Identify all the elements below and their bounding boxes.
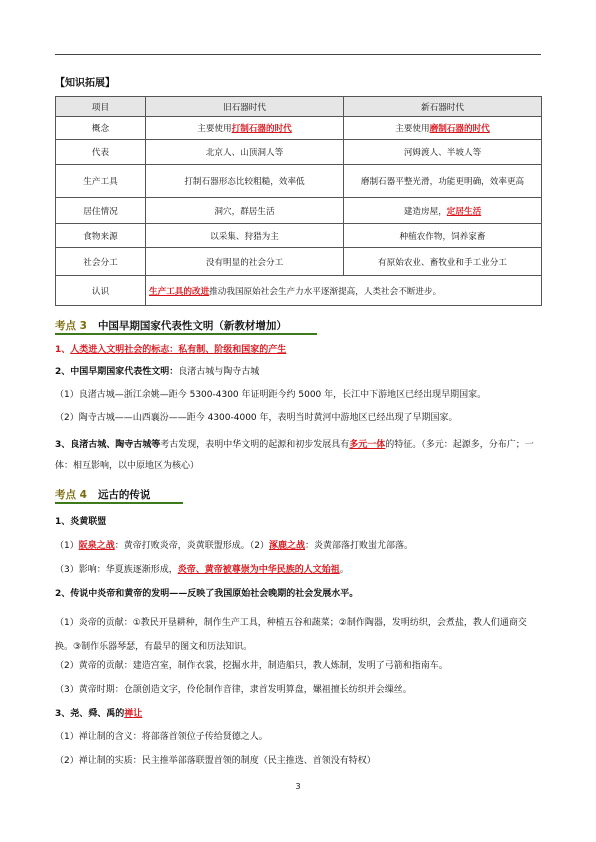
table-row [56, 165, 542, 198]
recognition-cell: 生产工具的改进推动我国原始社会生产力水平逐渐提高，人类社会不断进步。 [146, 276, 542, 306]
table-row [56, 198, 542, 224]
s4-point-3: 3、尧、舜、禹的禅让 [55, 709, 143, 719]
s3-point-2-2: （2）陶寺古城——山西襄汾——距今 4300-4000 年，表明当时黄河中游地区已经出现了早期国家。 [55, 413, 458, 423]
row-label: 认识 [56, 276, 146, 306]
row-label: 食物来源 [56, 224, 146, 248]
table-row [56, 117, 542, 140]
old-cell: 没有明显的社会分工 [146, 248, 344, 276]
s4-point-2-2: （2）黄帝的贡献：建造宫室，制作衣裳，挖掘水井，制造船只，教人炼制，发明了弓箭和指南车。 [55, 661, 448, 671]
table-row [56, 276, 542, 306]
new-cell: 主要使用磨制石器的时代 [344, 117, 542, 140]
s4-point-1: 1、炎黄联盟 [55, 517, 107, 527]
table-header-cell: 项目 [56, 97, 146, 117]
s4-point-3-1: （1）禅让制的含义：将部落首领位子传给贤德之人。 [55, 732, 268, 742]
new-cell: 种植农作物，饲养家畜 [344, 224, 542, 248]
row-label: 居住情况 [56, 198, 146, 224]
table-header-cell: 新石器时代 [344, 97, 542, 117]
new-cell: 磨制石器平整光滑，功能更明确，效率更高 [344, 165, 542, 198]
s4-point-1-1: （1）阪泉之战：黄帝打败炎帝，炎黄联盟形成。（2）涿鹿之战：炎黄部落打败蚩尤部落。 [55, 541, 414, 551]
new-cell: 有原始农业、畜牧业和手工业分工 [344, 248, 542, 276]
row-label: 生产工具 [56, 165, 146, 198]
table-header-row [56, 97, 542, 117]
section-title-3: 考点 3 中国早期国家代表性文明（新教材增加） [55, 318, 287, 333]
old-cell: 北京人、山顶洞人等 [146, 140, 344, 165]
s4-point-1-3: （3）影响：华夏族逐渐形成，炎帝、黄帝被尊崇为中华民族的人文始祖。 [55, 565, 349, 575]
section-underline [55, 333, 317, 335]
old-cell: 以采集、狩猎为主 [146, 224, 344, 248]
old-cell: 主要使用打制石器的时代 [146, 117, 344, 140]
section-title-4: 考点 4 远古的传说 [55, 487, 150, 502]
comparison-table [55, 96, 542, 306]
section-heading-knowledge: 【知识拓展】 [55, 78, 115, 89]
s3-point-2-1: （1）良渚古城—浙江余姚—距今 5300-4300 年证明距今约 5000 年，长江中下游地区已经出现早期国家。 [55, 390, 487, 400]
new-cell: 河姆渡人、半坡人等 [344, 140, 542, 165]
new-cell: 建造房屋，定居生活 [344, 198, 542, 224]
row-label: 概念 [56, 117, 146, 140]
s4-point-3-2: （2）禅让制的实质：民主推举部落联盟首领的制度（民主推选、首领没有特权） [55, 756, 376, 766]
row-label: 代表 [56, 140, 146, 165]
s3-point-1: 1、人类进入文明社会的标志：私有制、阶级和国家的产生 [55, 345, 287, 355]
table-header-cell: 旧石器时代 [146, 97, 344, 117]
row-label: 社会分工 [56, 248, 146, 276]
header-rule [55, 54, 541, 55]
table-row [56, 140, 542, 165]
s4-point-2: 2、传说中炎帝和黄帝的发明——反映了我国原始社会晚期的社会发展水平。 [55, 589, 359, 599]
s4-point-2-3: （3）黄帝时期：仓颉创造文字，伶伦制作音律，隶首发明算盘，嫘祖擅长纺织并会缫丝。 [55, 685, 412, 695]
section-underline [55, 502, 183, 504]
s4-point-2-1: （1）炎帝的贡献：①教民开垦耕种，制作生产工具，种植五谷和蔬菜；②制作陶器，发明纺织，会煮盐，教人们通商交换。③制作乐器琴瑟，有最早的图文和历法知识。 [55, 618, 527, 652]
s3-point-3: 3、良渚古城、陶寺古城等考古发现，表明中华文明的起源和初步发展具有多元一体的特征。（多元：起源多，分布广；一体：相互影响，以中原地区为核心） [55, 440, 534, 471]
s3-point-2: 2、中国早期国家代表性文明：良渚古城与陶寺古城 [55, 367, 260, 377]
table-row [56, 248, 542, 276]
old-cell: 洞穴，群居生活 [146, 198, 344, 224]
page-number: 3 [295, 782, 301, 791]
old-cell: 打制石器形态比较粗糙，效率低 [146, 165, 344, 198]
table-row [56, 224, 542, 248]
